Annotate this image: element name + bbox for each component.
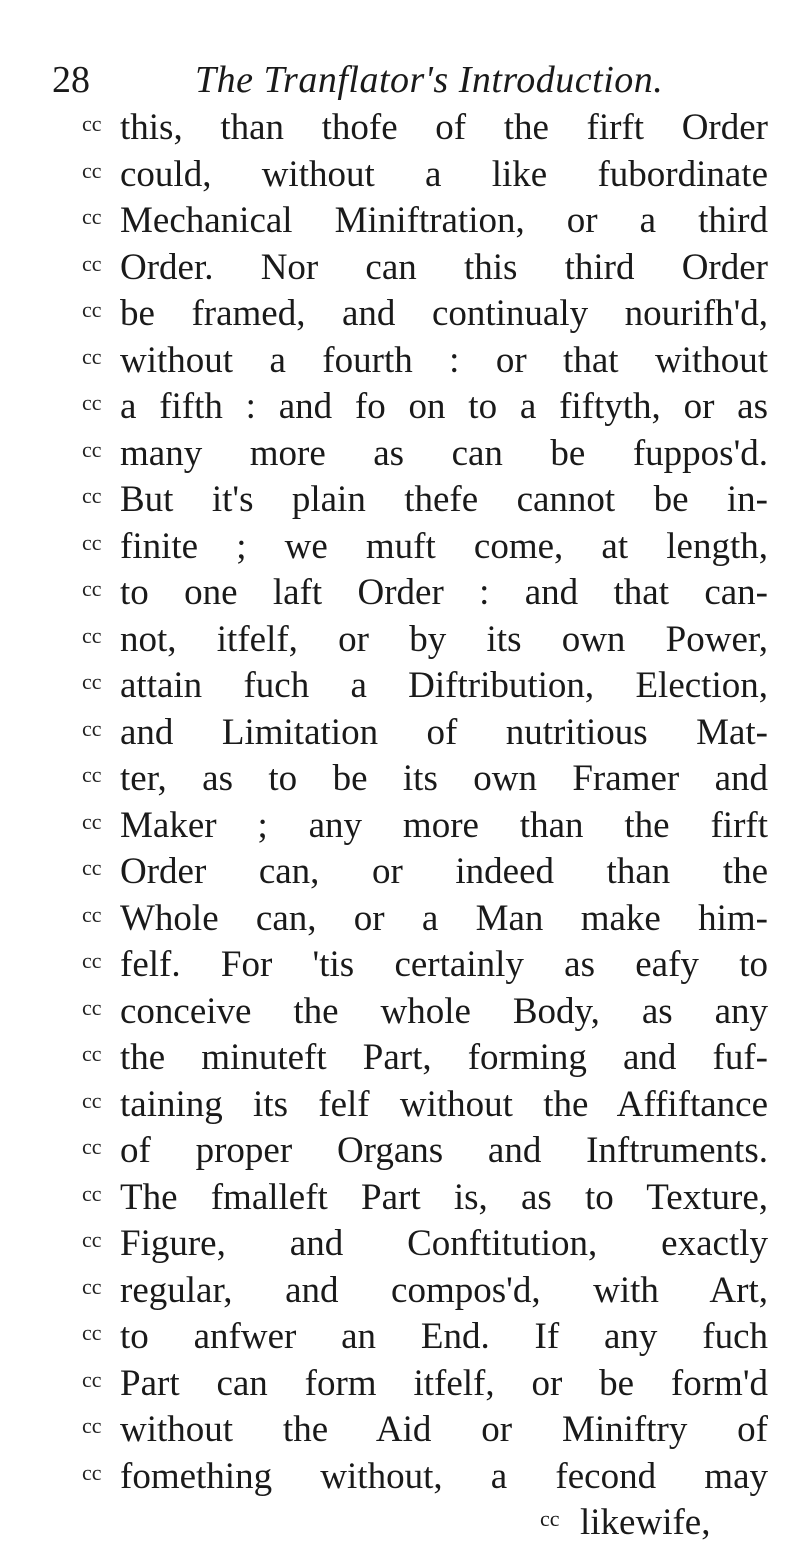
- line-text: Part can form itfelf, or be form'd: [120, 1362, 768, 1404]
- line-text: to anfwer an End. If any fuch: [120, 1316, 768, 1357]
- line-text: be framed, and continualy nourifh'd,: [120, 293, 768, 334]
- quotation-mark: cc: [82, 343, 102, 369]
- quotation-mark: cc: [82, 157, 102, 183]
- line-text: without a fourth : or that without: [120, 339, 768, 381]
- running-head: The Tranflator's Introduction.: [195, 59, 664, 101]
- quotation-mark: cc: [82, 1041, 102, 1066]
- text-line: [0, 431, 800, 478]
- text-line: [0, 1035, 800, 1082]
- body-text: [0, 105, 800, 1546]
- line-text: to one laft Order : and that can-: [120, 572, 768, 613]
- text-line: [0, 1361, 800, 1408]
- quotation-mark: cc: [82, 622, 102, 648]
- line-text: felf. For 'tis certainly as eafy to: [120, 944, 768, 985]
- quotation-mark: cc: [82, 111, 102, 136]
- line-text: the minuteft Part, forming and fuf-: [120, 1037, 768, 1078]
- quotation-mark: cc: [82, 1320, 102, 1345]
- text-line: [0, 1221, 800, 1268]
- quotation-mark: cc: [82, 808, 102, 834]
- quotation-mark: cc: [82, 948, 102, 973]
- line-text: The fmalleft Part is, as to Texture,: [120, 1176, 768, 1218]
- line-text: finite ; we muft come, at length,: [120, 525, 768, 567]
- line-text: Whole can, or a Man make him-: [120, 897, 768, 939]
- catchword-line: [0, 1500, 800, 1546]
- line-text: ter, as to be its own Framer and: [120, 758, 768, 799]
- text-line: [0, 1082, 800, 1129]
- line-text: Figure, and Conftitution, exactly: [120, 1223, 768, 1264]
- quotation-mark: cc: [82, 901, 102, 927]
- line-text: without the Aid or Miniftry of: [120, 1409, 768, 1450]
- line-text: regular, and compos'd, with Art,: [120, 1269, 768, 1311]
- quotation-mark: cc: [82, 994, 102, 1020]
- quotation-mark: cc: [82, 1227, 102, 1252]
- quotation-mark: cc: [82, 250, 102, 276]
- page-header: [0, 58, 800, 108]
- line-text: Mechanical Miniftration, or a third: [120, 200, 768, 241]
- text-line: [0, 803, 800, 850]
- line-text: But it's plain thefe cannot be in-: [120, 479, 768, 520]
- line-text: Order can, or indeed than the: [120, 851, 768, 892]
- text-line: [0, 291, 800, 338]
- text-line: [0, 245, 800, 292]
- line-text: Maker ; any more than the firft: [120, 804, 768, 846]
- text-line: [0, 756, 800, 803]
- line-text: attain fuch a Diftribution, Election,: [120, 665, 768, 706]
- text-line: [0, 849, 800, 896]
- line-text: this, than thofe of the firft Order: [120, 107, 768, 148]
- line-text: a fifth : and fo on to a fiftyth, or as: [120, 386, 768, 427]
- quotation-mark: cc: [82, 669, 102, 694]
- text-line: [0, 152, 800, 199]
- quotation-mark: cc: [82, 1180, 102, 1206]
- text-line: [0, 570, 800, 617]
- quotation-mark: cc: [82, 855, 102, 880]
- quotation-mark: cc: [82, 1366, 102, 1392]
- quotation-mark: cc: [82, 1459, 102, 1485]
- quotation-mark: cc: [82, 762, 102, 787]
- text-line: [0, 617, 800, 664]
- text-line: [0, 942, 800, 989]
- text-line: [0, 477, 800, 524]
- page-number: 28: [52, 59, 90, 101]
- quotation-mark: cc: [82, 204, 102, 229]
- quotation-mark: cc: [82, 483, 102, 508]
- text-line: [0, 1454, 800, 1501]
- line-text: not, itfelf, or by its own Power,: [120, 618, 768, 660]
- text-line: [0, 1268, 800, 1315]
- catchword-quotation-mark: cc: [540, 1506, 560, 1531]
- text-line: [0, 663, 800, 710]
- text-line: [0, 384, 800, 431]
- quotation-mark: cc: [82, 390, 102, 415]
- line-text: taining its felf without the Affiftance: [120, 1083, 768, 1125]
- text-line: [0, 710, 800, 757]
- text-line: [0, 198, 800, 245]
- line-text: Order. Nor can this third Order: [120, 246, 768, 288]
- line-text: of proper Organs and Inftruments.: [120, 1130, 768, 1171]
- quotation-mark: cc: [82, 1413, 102, 1438]
- line-text: many more as can be fuppos'd.: [120, 432, 768, 474]
- quotation-mark: cc: [82, 529, 102, 555]
- line-text: conceive the whole Body, as any: [120, 990, 768, 1032]
- text-line: [0, 338, 800, 385]
- text-line: [0, 896, 800, 943]
- line-text: fomething without, a fecond may: [120, 1455, 768, 1497]
- text-line: [0, 989, 800, 1036]
- text-line: [0, 1407, 800, 1454]
- quotation-mark: cc: [82, 576, 102, 601]
- quotation-mark: cc: [82, 297, 102, 322]
- text-line: [0, 524, 800, 571]
- quotation-mark: cc: [82, 1134, 102, 1159]
- quotation-mark: cc: [82, 1273, 102, 1299]
- text-line: [0, 1175, 800, 1222]
- quotation-mark: cc: [82, 436, 102, 462]
- text-line: [0, 105, 800, 152]
- quotation-mark: cc: [82, 715, 102, 741]
- catchword: likewife,: [580, 1502, 711, 1543]
- text-line: [0, 1128, 800, 1175]
- line-text: could, without a like fubordinate: [120, 153, 768, 195]
- line-text: and Limitation of nutritious Mat-: [120, 711, 768, 753]
- quotation-mark: cc: [82, 1087, 102, 1113]
- text-line: [0, 1314, 800, 1361]
